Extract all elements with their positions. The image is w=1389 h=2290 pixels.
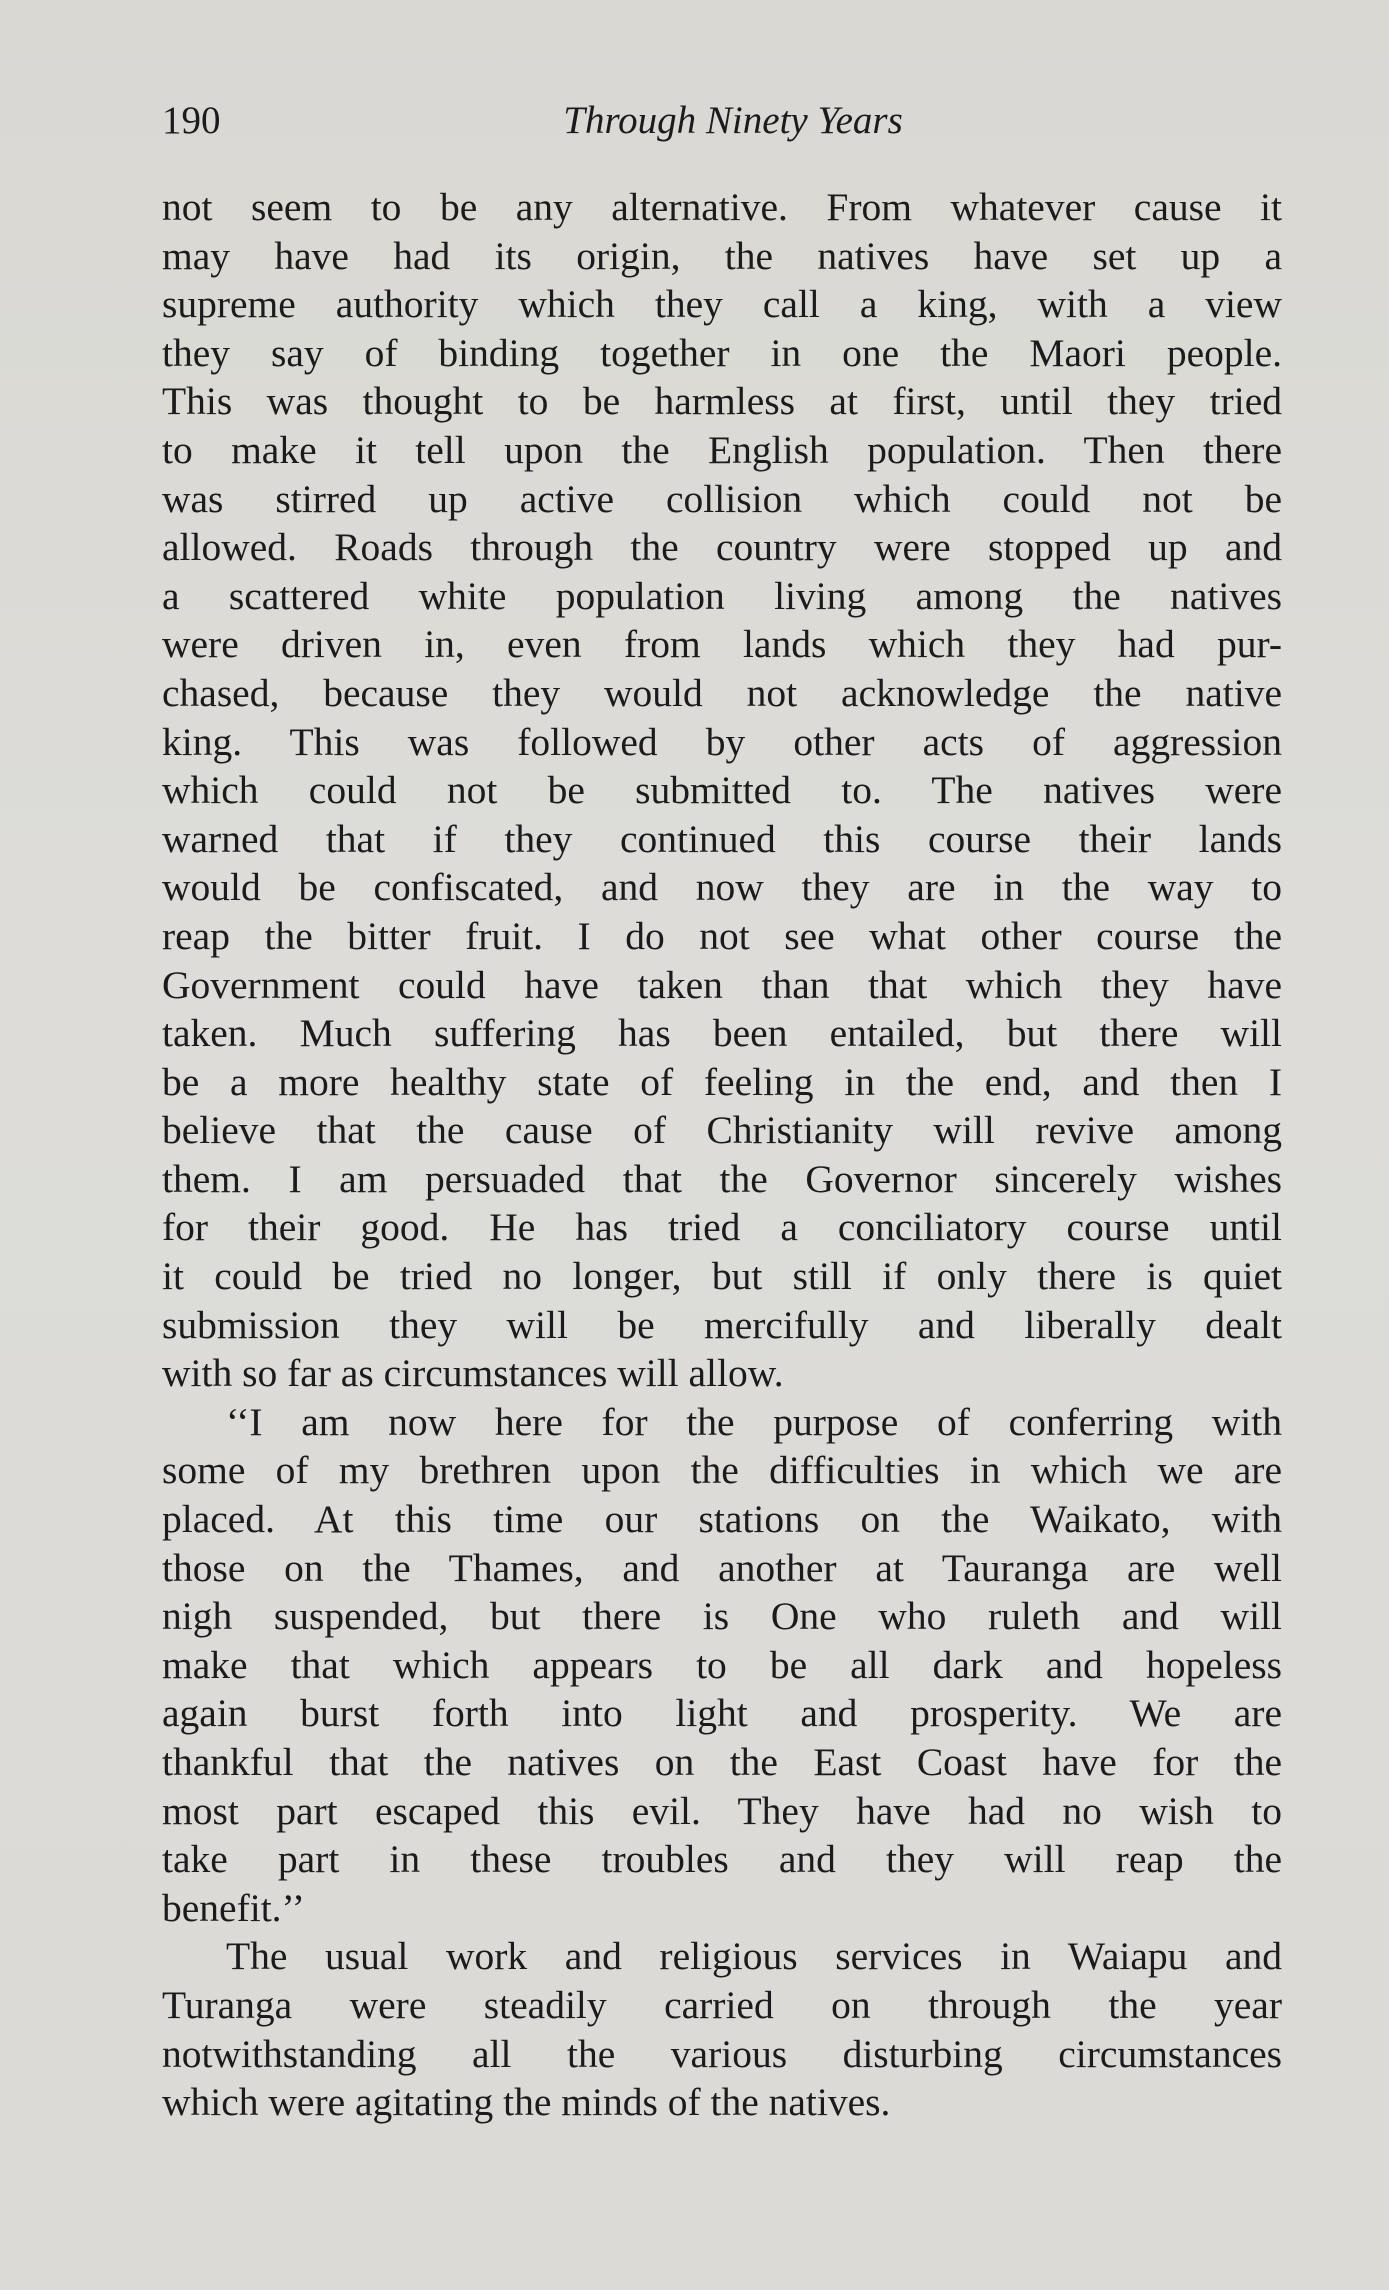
paragraph <box>162 1398 1282 1933</box>
text-line: placed. At this time our stations on the Waikato, with <box>162 1497 1282 1542</box>
paragraph <box>162 183 1282 1398</box>
text-line: benefit.’’ <box>162 1885 305 1930</box>
text-line: may have had its origin, the natives have set up a <box>162 233 1282 278</box>
running-title: Through Ninety Years <box>563 99 903 142</box>
text-line: would be confiscated, and now they are in the way to <box>162 865 1282 910</box>
text-line: The usual work and religious services in Waiapu and <box>226 1934 1282 1979</box>
text-line: supreme authority which they call a king, with a view <box>162 282 1282 327</box>
text-line: allowed. Roads through the country were stopped up and <box>162 525 1282 570</box>
text-line: submission they will be mercifully and liberally dealt <box>162 1302 1282 1347</box>
text-line: taken. Much suffering has been entailed, but there will <box>162 1011 1282 1056</box>
text-line: those on the Thames, and another at Tauranga are well <box>162 1545 1282 1590</box>
text-line: which could not be submitted to. The natives were <box>162 768 1282 813</box>
text-line: they say of binding together in one the Maori people. <box>162 330 1282 375</box>
text-line: ‘‘I am now here for the purpose of conferring with <box>226 1399 1282 1444</box>
text-line: a scattered white population living among the natives <box>162 573 1282 618</box>
text-line: reap the bitter fruit. I do not see what other course the <box>162 913 1282 958</box>
text-line: was stirred up active collision which could not be <box>162 476 1282 521</box>
text-line: nigh suspended, but there is One who ruleth and will <box>162 1594 1282 1639</box>
text-line: Government could have taken than that which they have <box>162 962 1282 1007</box>
text-line: with so far as circumstances will allow. <box>162 1351 784 1396</box>
text-line: for their good. He has tried a conciliatory course until <box>162 1205 1282 1250</box>
text-line: make that which appears to be all dark and hopeless <box>162 1642 1282 1687</box>
text-line: Turanga were steadily carried on through the year <box>162 1982 1282 2027</box>
text-line: them. I am persuaded that the Governor sincerely wishes <box>162 1156 1282 1201</box>
text-line: most part escaped this evil. They have had no wish to <box>162 1788 1282 1833</box>
body-text <box>162 183 1282 2127</box>
text-line: chased, because they would not acknowledge the native <box>162 670 1282 715</box>
page-number: 190 <box>162 99 221 142</box>
text-line: which were agitating the minds of the natives. <box>162 2080 891 2125</box>
paragraph <box>162 1932 1282 2126</box>
text-line: to make it tell upon the English population. Then there <box>162 427 1282 472</box>
text-line: it could be tried no longer, but still if only there is quiet <box>162 1254 1282 1299</box>
text-line: warned that if they continued this course their lands <box>162 816 1282 861</box>
text-line: believe that the cause of Christianity will revive among <box>162 1108 1282 1153</box>
text-line: not seem to be any alternative. From whatever cause it <box>162 185 1282 229</box>
text-line: notwithstanding all the various disturbing circumstances <box>162 2031 1282 2076</box>
text-line: king. This was followed by other acts of aggression <box>162 719 1282 764</box>
text-line: be a more healthy state of feeling in the end, and then I <box>162 1059 1282 1104</box>
running-head <box>162 98 1282 158</box>
text-line: thankful that the natives on the East Coast have for the <box>162 1740 1282 1784</box>
text-line: take part in these troubles and they will reap the <box>162 1837 1282 1882</box>
text-line: some of my brethren upon the difficulties in which we are <box>162 1448 1282 1493</box>
text-line: again burst forth into light and prosperity. We are <box>162 1691 1282 1736</box>
text-line: were driven in, even from lands which they had pur- <box>162 622 1282 667</box>
text-line: This was thought to be harmless at first, until they tried <box>162 379 1282 424</box>
